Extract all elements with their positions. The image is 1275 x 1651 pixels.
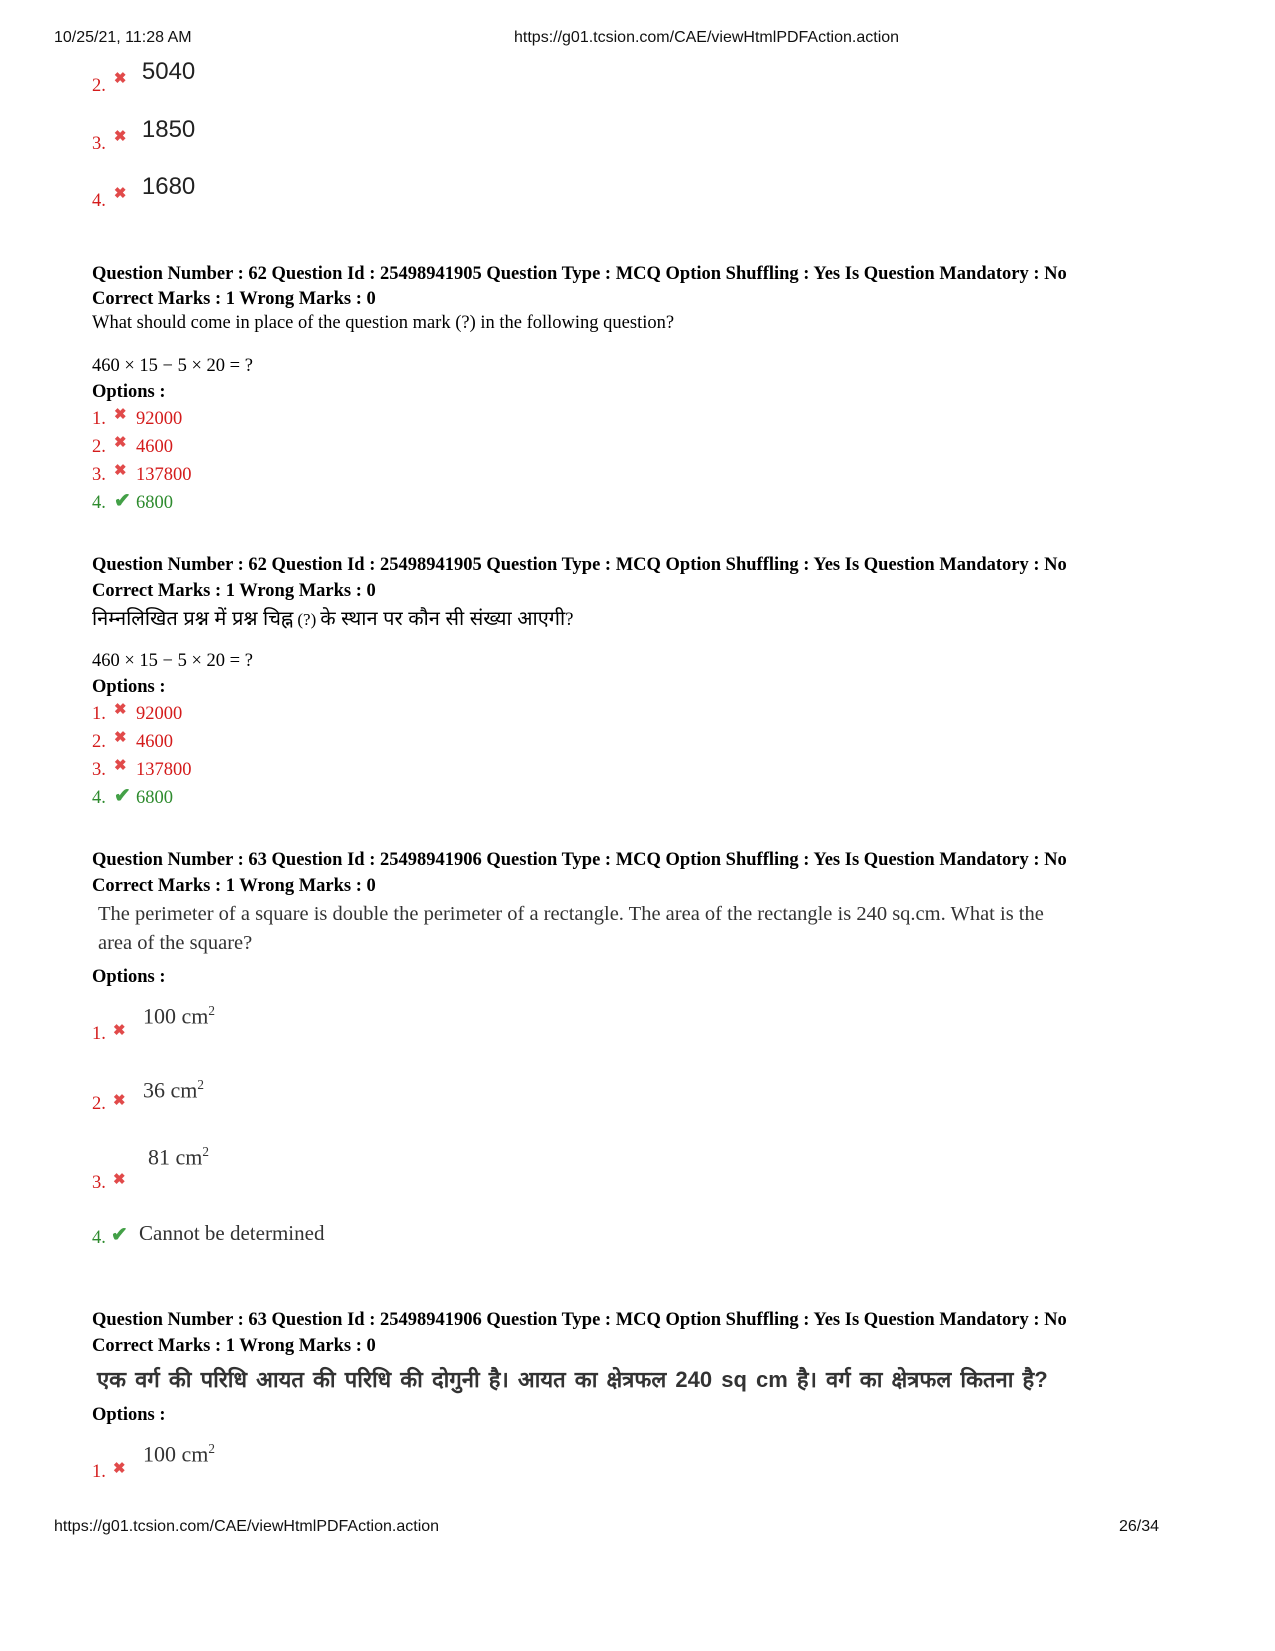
option-number: 4.: [92, 493, 106, 513]
correct-icon: ✔: [114, 784, 131, 807]
option-value: 92000: [136, 409, 183, 429]
wrong-icon: ✖: [113, 71, 127, 87]
option-value: 137800: [136, 760, 192, 780]
option-value: 4600: [136, 732, 173, 752]
superscript: 2: [202, 1144, 209, 1159]
superscript: 2: [208, 1441, 215, 1456]
option-value: 100 cm: [143, 1441, 209, 1467]
option-1-value: [143, 1003, 215, 1029]
option-4-correct: [92, 489, 173, 514]
question-meta: Question Number : 63 Question Id : 25498941906 Question Type : MCQ Option Shuffling : Yes Is Question Mandatory : No: [92, 1310, 1067, 1330]
correct-icon: ✔: [111, 1224, 128, 1246]
option-4-value: Cannot be determined: [139, 1221, 325, 1245]
option-2: [92, 732, 173, 753]
option-number: 3.: [92, 760, 106, 780]
option-number: 4.: [92, 788, 106, 808]
option-number: 1.: [92, 704, 106, 724]
question-text-line-1: The perimeter of a square is double the perimeter of a rectangle. The area of the rectangle is 240 sq.cm. What is the: [98, 903, 1044, 925]
superscript: 2: [197, 1077, 204, 1092]
correct-icon: ✔: [114, 489, 131, 512]
option-value: 6800: [136, 788, 173, 808]
prev-option-3: [92, 116, 196, 154]
question-text-part: ?: [565, 610, 574, 630]
option-2-value: [143, 1077, 204, 1103]
wrong-icon: ✖: [114, 702, 127, 718]
option-number: 1.: [92, 1462, 106, 1482]
option-value: 1850: [141, 116, 196, 143]
option-3-value: [148, 1144, 209, 1170]
option-value: 6800: [136, 493, 173, 513]
option-1: [92, 704, 182, 725]
option-3: [92, 760, 192, 781]
option-3: [92, 465, 192, 486]
option-number: 2.: [92, 1094, 106, 1114]
option-number: 1.: [92, 1024, 106, 1044]
question-meta: Question Number : 63 Question Id : 25498941906 Question Type : MCQ Option Shuffling : Yes Is Question Mandatory : No: [92, 850, 1067, 870]
option-4-correct: [92, 784, 173, 809]
option-value: 1680: [141, 173, 196, 200]
option-value: 137800: [136, 465, 192, 485]
option-2: [92, 437, 173, 458]
options-label: Options :: [92, 677, 166, 697]
print-url: https://g01.tcsion.com/CAE/viewHtmlPDFAction.action: [514, 29, 900, 46]
superscript: 2: [208, 1003, 215, 1018]
question-text: What should come in place of the question mark (?) in the following question?: [92, 313, 675, 333]
option-number: 4.: [92, 191, 106, 211]
option-number: 2.: [92, 437, 106, 457]
page-number: 26/34: [1119, 1518, 1160, 1535]
wrong-icon: ✖: [113, 1461, 126, 1477]
option-number: 3.: [92, 134, 106, 154]
option-1-value: [143, 1441, 215, 1467]
wrong-icon: ✖: [114, 435, 127, 451]
option-value: 5040: [141, 58, 196, 85]
question-text-hindi: [92, 604, 573, 631]
option-number: 1.: [92, 409, 106, 429]
options-label: Options :: [92, 967, 166, 987]
question-expression: 460 × 15 − 5 × 20 = ?: [92, 651, 253, 671]
option-value: 100 cm: [143, 1003, 209, 1029]
option-value: 92000: [136, 704, 183, 724]
footer-url: https://g01.tcsion.com/CAE/viewHtmlPDFAction.action: [54, 1518, 440, 1535]
question-text-hindi: एक वर्ग की परिधि आयत की परिधि की दोगुनी है। आयत का क्षेत्रफल 240 sq cm है। वर्ग का क्षेत्रफल कितना है?: [97, 1367, 1048, 1392]
option-value: 81 cm: [148, 1144, 203, 1170]
option-number: 2.: [92, 76, 106, 96]
option-1: [92, 409, 182, 430]
question-text-line-2: area of the square?: [98, 932, 253, 954]
option-value: 36 cm: [143, 1077, 198, 1103]
question-marks: Correct Marks : 1 Wrong Marks : 0: [92, 289, 376, 309]
question-expression: 460 × 15 − 5 × 20 = ?: [92, 356, 253, 376]
wrong-icon: ✖: [113, 1172, 126, 1188]
question-marks: Correct Marks : 1 Wrong Marks : 0: [92, 1336, 376, 1356]
question-marks: Correct Marks : 1 Wrong Marks : 0: [92, 581, 376, 601]
question-text-part: के स्थान पर कौन सी संख्या आएगी: [320, 608, 566, 630]
wrong-icon: ✖: [114, 730, 127, 746]
wrong-icon: ✖: [114, 758, 127, 774]
wrong-icon: ✖: [113, 186, 127, 202]
wrong-icon: ✖: [113, 1023, 126, 1039]
option-number: 3.: [92, 1173, 106, 1193]
prev-option-4: [92, 173, 196, 211]
option-number: 2.: [92, 732, 106, 752]
option-number: 3.: [92, 465, 106, 485]
option-number: 4.: [92, 1228, 106, 1248]
question-marks: Correct Marks : 1 Wrong Marks : 0: [92, 876, 376, 896]
options-label: Options :: [92, 1405, 166, 1425]
question-meta: Question Number : 62 Question Id : 25498941905 Question Type : MCQ Option Shuffling : Yes Is Question Mandatory : No: [92, 555, 1067, 575]
option-value: 4600: [136, 437, 173, 457]
question-text-part: (?): [297, 610, 317, 629]
question-meta: Question Number : 62 Question Id : 25498941905 Question Type : MCQ Option Shuffling : Yes Is Question Mandatory : No: [92, 264, 1067, 284]
wrong-icon: ✖: [113, 129, 127, 145]
question-text-part: निम्नलिखित प्रश्न में प्रश्न चिह्न: [92, 608, 294, 630]
options-label: Options :: [92, 382, 166, 402]
prev-option-2: [92, 58, 196, 96]
wrong-icon: ✖: [114, 463, 127, 479]
print-datetime: 10/25/21, 11:28 AM: [54, 29, 192, 46]
wrong-icon: ✖: [113, 1093, 126, 1109]
wrong-icon: ✖: [114, 407, 127, 423]
